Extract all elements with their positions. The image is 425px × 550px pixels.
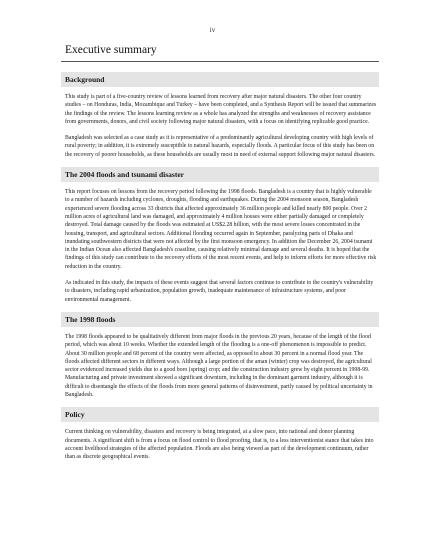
title-rule (61, 61, 379, 62)
page-title: Executive summary (65, 44, 157, 56)
title-block (61, 44, 379, 62)
paragraph: Current thinking on vulnerability, disasters and recovery is being integrated, at a slow pace, into national and donor planning documents. A significant shift is from a focus on flood control to flood proofing, that is, to a less interventionist stance that takes into account livelihood strategies of the affected population. Floods are also being viewed as part of the development continuum, rather than as discrete geographical events. (65, 429, 374, 461)
section-heading: The 2004 floods and tsunami disaster (61, 167, 379, 182)
section-1998-floods (61, 312, 379, 399)
section-2004-floods (61, 167, 379, 304)
paragraph: This study is part of a five-country review of lessons learned from recovery after major natural disasters. The other four country studies – on Honduras, India, Mozambique and Turkey – have been completed, and a Synthesis Report will be issued that summarizes the findings of the review. The lessons learning review as a whole has analyzed the strengths and weaknesses of recovery assistance from governments, donors, and civil society following major natural disasters, with a focus on identifying replicable good practice. (65, 94, 377, 125)
paragraph: The 1998 floods appeared to be qualitatively different from major floods in the previous 20 years, because of the length of the flood period, which was about 10 weeks. Whether the extended length of the flooding is a one-off phenomenon is impossible to predict. About 30 million people and 68 percent of the country were affected, as opposed to about 30 percent in a normal flood year. The floods affected different sectors in different ways. Although a large portion of the aman (winter) crop was destroyed, the agricultural sector evidenced increased yields due to a good boro (spring) crop; and the construction industry grew by eight percent in 1998-99. Manufacturing and private investment showed a significant downturn, including in the dominant garment industry, although it is difficult to disentangle the effects of the floods from more general patterns of disinvestment, partly caused by political uncertainty in Bangladesh. (65, 333, 373, 399)
section-heading: Policy (61, 407, 379, 422)
paragraph: As indicated in this study, the impacts of these events suggest that several factors continue to contribute to the country's vulnerability to disasters, including rapid urbanization, population growth, inadequate maintenance of infrastructure systems, and poor environmental management. (65, 280, 374, 303)
section-heading: Background (61, 72, 379, 87)
paragraph: This report focuses on lessons from the recovery period following the 1998 floods. Bangladesh is a country that is highly vulnerable to a number of hazards including cyclones, droughts, flooding and earthquakes. During the 2004 monsoon season, Bangladesh experienced severe flooding across 33 districts that affected approximately 36 million people and killed nearly 800 people. Over 2 million acres of agricultural land was damaged, and approximately 4 million houses were either partially damaged or completely destroyed. Total damage caused by the floods was estimated at US$2.28 billion, with the most severe losses concentrated in the housing, transport, and agricultural sectors. Additional flooding occurred again in September, paralyzing parts of Dhaka and inundating southwestern districts that were not affected by the first monsoon emergency. In addition the December 26, 2004 tsunami in the Indian Ocean also affected Bangladesh's coastline, causing relatively minimal damage and several deaths. It is hoped that the findings of this study can contribute to the recovery efforts of the most recent events, and help to inform efforts for more effective risk reduction in the country. (65, 189, 377, 270)
section-heading: The 1998 floods (61, 312, 379, 327)
page-number: iv (209, 26, 216, 34)
document-body (61, 72, 379, 470)
section-policy (61, 407, 379, 461)
section-background (61, 72, 379, 159)
paragraph: Bangladesh was selected as a case study as it is representative of a predominantly agricultural developing country with high levels of rural poverty; in addition, it is extremely susceptible to natural hazards, especially floods. A particular focus of this study has been on the recovery of poorer households, as these households are usually most in need of external support following major natural disasters. (65, 135, 376, 158)
